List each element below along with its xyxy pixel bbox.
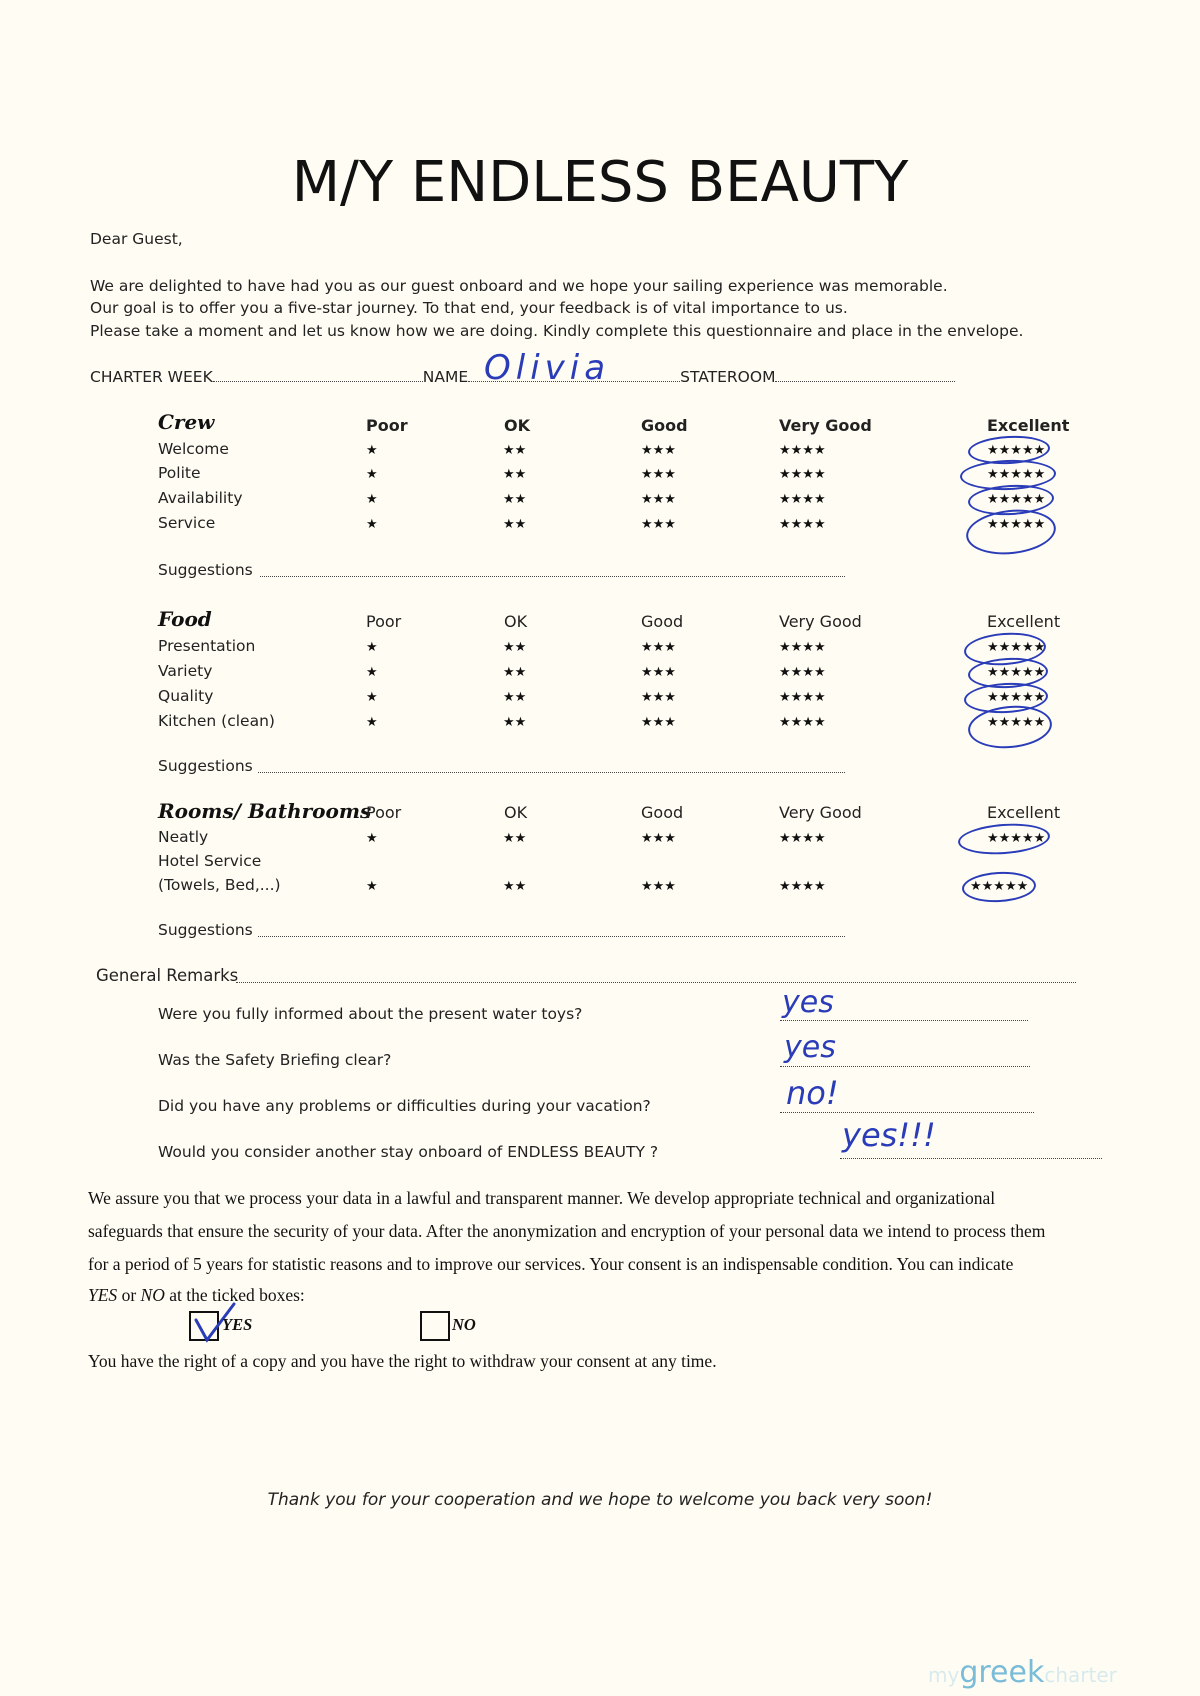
star-option-5[interactable]: ★★★★★ <box>987 517 1046 532</box>
star-option-1[interactable]: ★ <box>366 517 378 532</box>
star-option-4[interactable]: ★★★★ <box>779 492 826 507</box>
col-poor: Poor <box>366 803 402 822</box>
stateroom-line[interactable] <box>775 367 955 382</box>
star-option-5[interactable]: ★★★★★ <box>987 690 1046 705</box>
row-label-kitchen: Kitchen (clean) <box>158 712 275 730</box>
star-option-3[interactable]: ★★★ <box>641 690 676 705</box>
star-option-4[interactable]: ★★★★ <box>779 665 826 680</box>
col-excellent: Excellent <box>987 416 1070 435</box>
star-option-2[interactable]: ★★ <box>503 665 527 680</box>
star-option-4[interactable]: ★★★★ <box>779 467 826 482</box>
row-label-availability: Availability <box>158 489 243 507</box>
charter-week-label: CHARTER WEEK <box>90 368 213 386</box>
col-poor: Poor <box>366 416 408 435</box>
greeting: Dear Guest, <box>90 230 183 248</box>
rating-circle <box>961 870 1036 904</box>
star-option-4[interactable]: ★★★★ <box>779 879 826 894</box>
watermark <box>928 1655 1117 1690</box>
col-good: Good <box>641 416 688 435</box>
star-option-5[interactable]: ★★★★★ <box>987 831 1046 846</box>
consent-rights: You have the right of a copy and you have the right to withdraw your consent at any time. <box>88 1351 717 1371</box>
star-option-1[interactable]: ★ <box>366 715 378 730</box>
charter-week-line[interactable] <box>213 367 423 382</box>
star-option-4[interactable]: ★★★★ <box>779 831 826 846</box>
star-option-5[interactable]: ★★★★★ <box>987 715 1046 730</box>
suggestions-label: Suggestions <box>158 921 253 939</box>
star-option-2[interactable]: ★★ <box>503 467 527 482</box>
star-option-5[interactable]: ★★★★★ <box>987 492 1046 507</box>
star-option-3[interactable]: ★★★ <box>641 665 676 680</box>
suggestions-line[interactable] <box>258 922 845 937</box>
star-option-3[interactable]: ★★★ <box>641 517 676 532</box>
row-label-presentation: Presentation <box>158 637 256 655</box>
general-remarks-line[interactable] <box>236 968 1076 983</box>
answer-handwritten: yes <box>784 1030 836 1065</box>
star-option-1[interactable]: ★ <box>366 640 378 655</box>
star-option-3[interactable]: ★★★ <box>641 831 676 846</box>
star-option-1[interactable]: ★ <box>366 492 378 507</box>
col-very-good: Very Good <box>779 416 872 435</box>
consent-ticked-text: at the ticked boxes: <box>164 1285 305 1305</box>
star-option-2[interactable]: ★★ <box>503 492 527 507</box>
star-option-3[interactable]: ★★★ <box>641 443 676 458</box>
col-excellent: Excellent <box>987 612 1061 631</box>
star-option-3[interactable]: ★★★ <box>641 715 676 730</box>
suggestions-label: Suggestions <box>158 757 253 775</box>
consent-or-word: or <box>117 1285 141 1305</box>
col-ok: OK <box>504 416 530 435</box>
answer-handwritten: yes <box>782 985 834 1020</box>
col-very-good: Very Good <box>779 803 862 822</box>
star-option-1[interactable]: ★ <box>366 665 378 680</box>
star-option-2[interactable]: ★★ <box>503 831 527 846</box>
section-title-crew: Crew <box>158 410 215 434</box>
document-title: M/Y ENDLESS BEAUTY <box>291 150 909 215</box>
general-remarks-label: General Remarks <box>96 966 239 985</box>
star-option-2[interactable]: ★★ <box>503 690 527 705</box>
consent-line-2: safeguards that ensure the security of your data. After the anonymization and encryption of your personal data we intend to process them <box>88 1221 1046 1241</box>
no-label: NO <box>452 1315 476 1334</box>
row-label-welcome: Welcome <box>158 440 229 458</box>
stateroom-label: STATEROOM <box>680 368 776 386</box>
star-option-4[interactable]: ★★★★ <box>779 715 826 730</box>
star-option-5[interactable]: ★★★★★ <box>987 467 1046 482</box>
star-option-1[interactable]: ★ <box>366 879 378 894</box>
row-label-towels-bed: (Towels, Bed,...) <box>158 876 281 894</box>
row-label-variety: Variety <box>158 662 213 680</box>
section-title-rooms: Rooms/ Bathrooms <box>158 799 372 823</box>
intro-line-1: We are delighted to have had you as our guest onboard and we hope your sailing experience was memorable. <box>90 277 948 295</box>
star-option-2[interactable]: ★★ <box>503 640 527 655</box>
star-option-3[interactable]: ★★★ <box>641 492 676 507</box>
star-option-5[interactable]: ★★★★★ <box>987 640 1046 655</box>
answer-handwritten: yes!!! <box>842 1116 936 1154</box>
star-option-5[interactable]: ★★★★★ <box>970 879 1029 894</box>
row-label-polite: Polite <box>158 464 201 482</box>
star-option-5[interactable]: ★★★★★ <box>987 665 1046 680</box>
star-option-2[interactable]: ★★ <box>503 443 527 458</box>
watermark-post: charter <box>1044 1663 1117 1687</box>
row-label-hotel-service: Hotel Service <box>158 852 262 870</box>
col-poor: Poor <box>366 612 402 631</box>
intro-line-3: Please take a moment and let us know how we are doing. Kindly complete this questionnaire and place in the envelope. <box>90 322 1024 340</box>
star-option-1[interactable]: ★ <box>366 443 378 458</box>
star-option-3[interactable]: ★★★ <box>641 467 676 482</box>
suggestions-line[interactable] <box>260 562 845 577</box>
consent-no-word: NO <box>140 1285 165 1305</box>
answer-handwritten: no! <box>786 1074 839 1112</box>
question-problems: Did you have any problems or difficulties during your vacation? <box>158 1097 651 1115</box>
question-safety-briefing: Was the Safety Briefing clear? <box>158 1051 392 1069</box>
star-option-1[interactable]: ★ <box>366 831 378 846</box>
name-handwritten: Olivia <box>484 348 611 388</box>
intro-line-2: Our goal is to offer you a five-star journey. To that end, your feedback is of vital importance to us. <box>90 299 848 317</box>
row-label-service: Service <box>158 514 216 532</box>
consent-line-3: for a period of 5 years for statistic reasons and to improve our services. Your consent is an indispensable condition. You can indicate <box>88 1254 1014 1274</box>
section-title-food: Food <box>158 607 212 631</box>
star-option-3[interactable]: ★★★ <box>641 640 676 655</box>
star-option-4[interactable]: ★★★★ <box>779 517 826 532</box>
no-checkbox[interactable] <box>420 1311 450 1341</box>
suggestions-line[interactable] <box>258 758 845 773</box>
row-label-quality: Quality <box>158 687 214 705</box>
row-label-neatly: Neatly <box>158 828 209 846</box>
star-option-5[interactable]: ★★★★★ <box>987 443 1046 458</box>
consent-yes-word: YES <box>88 1285 118 1305</box>
col-ok: OK <box>504 803 528 822</box>
name-label: NAME <box>422 368 469 386</box>
col-very-good: Very Good <box>779 612 862 631</box>
star-option-2[interactable]: ★★ <box>503 715 527 730</box>
question-water-toys: Were you fully informed about the present water toys? <box>158 1005 583 1023</box>
star-option-3[interactable]: ★★★ <box>641 879 676 894</box>
star-option-1[interactable]: ★ <box>366 690 378 705</box>
star-option-2[interactable]: ★★ <box>503 879 527 894</box>
col-good: Good <box>641 612 684 631</box>
consent-line-1: We assure you that we process your data in a lawful and transparent manner. We develop appropriate technical and organizational <box>88 1188 996 1208</box>
suggestions-label: Suggestions <box>158 561 253 579</box>
col-good: Good <box>641 803 684 822</box>
footer-thanks: Thank you for your cooperation and we hope to welcome you back very soon! <box>267 1490 933 1510</box>
yes-label: YES <box>222 1315 253 1334</box>
star-option-4[interactable]: ★★★★ <box>779 443 826 458</box>
col-excellent: Excellent <box>987 803 1061 822</box>
col-ok: OK <box>504 612 528 631</box>
star-option-1[interactable]: ★ <box>366 467 378 482</box>
watermark-main: greek <box>959 1655 1045 1690</box>
question-another-stay: Would you consider another stay onboard of ENDLESS BEAUTY ? <box>158 1143 659 1161</box>
star-option-4[interactable]: ★★★★ <box>779 690 826 705</box>
star-option-4[interactable]: ★★★★ <box>779 640 826 655</box>
rating-circle <box>964 505 1058 558</box>
star-option-2[interactable]: ★★ <box>503 517 527 532</box>
rating-circle <box>957 821 1051 857</box>
watermark-pre: my <box>928 1663 960 1687</box>
